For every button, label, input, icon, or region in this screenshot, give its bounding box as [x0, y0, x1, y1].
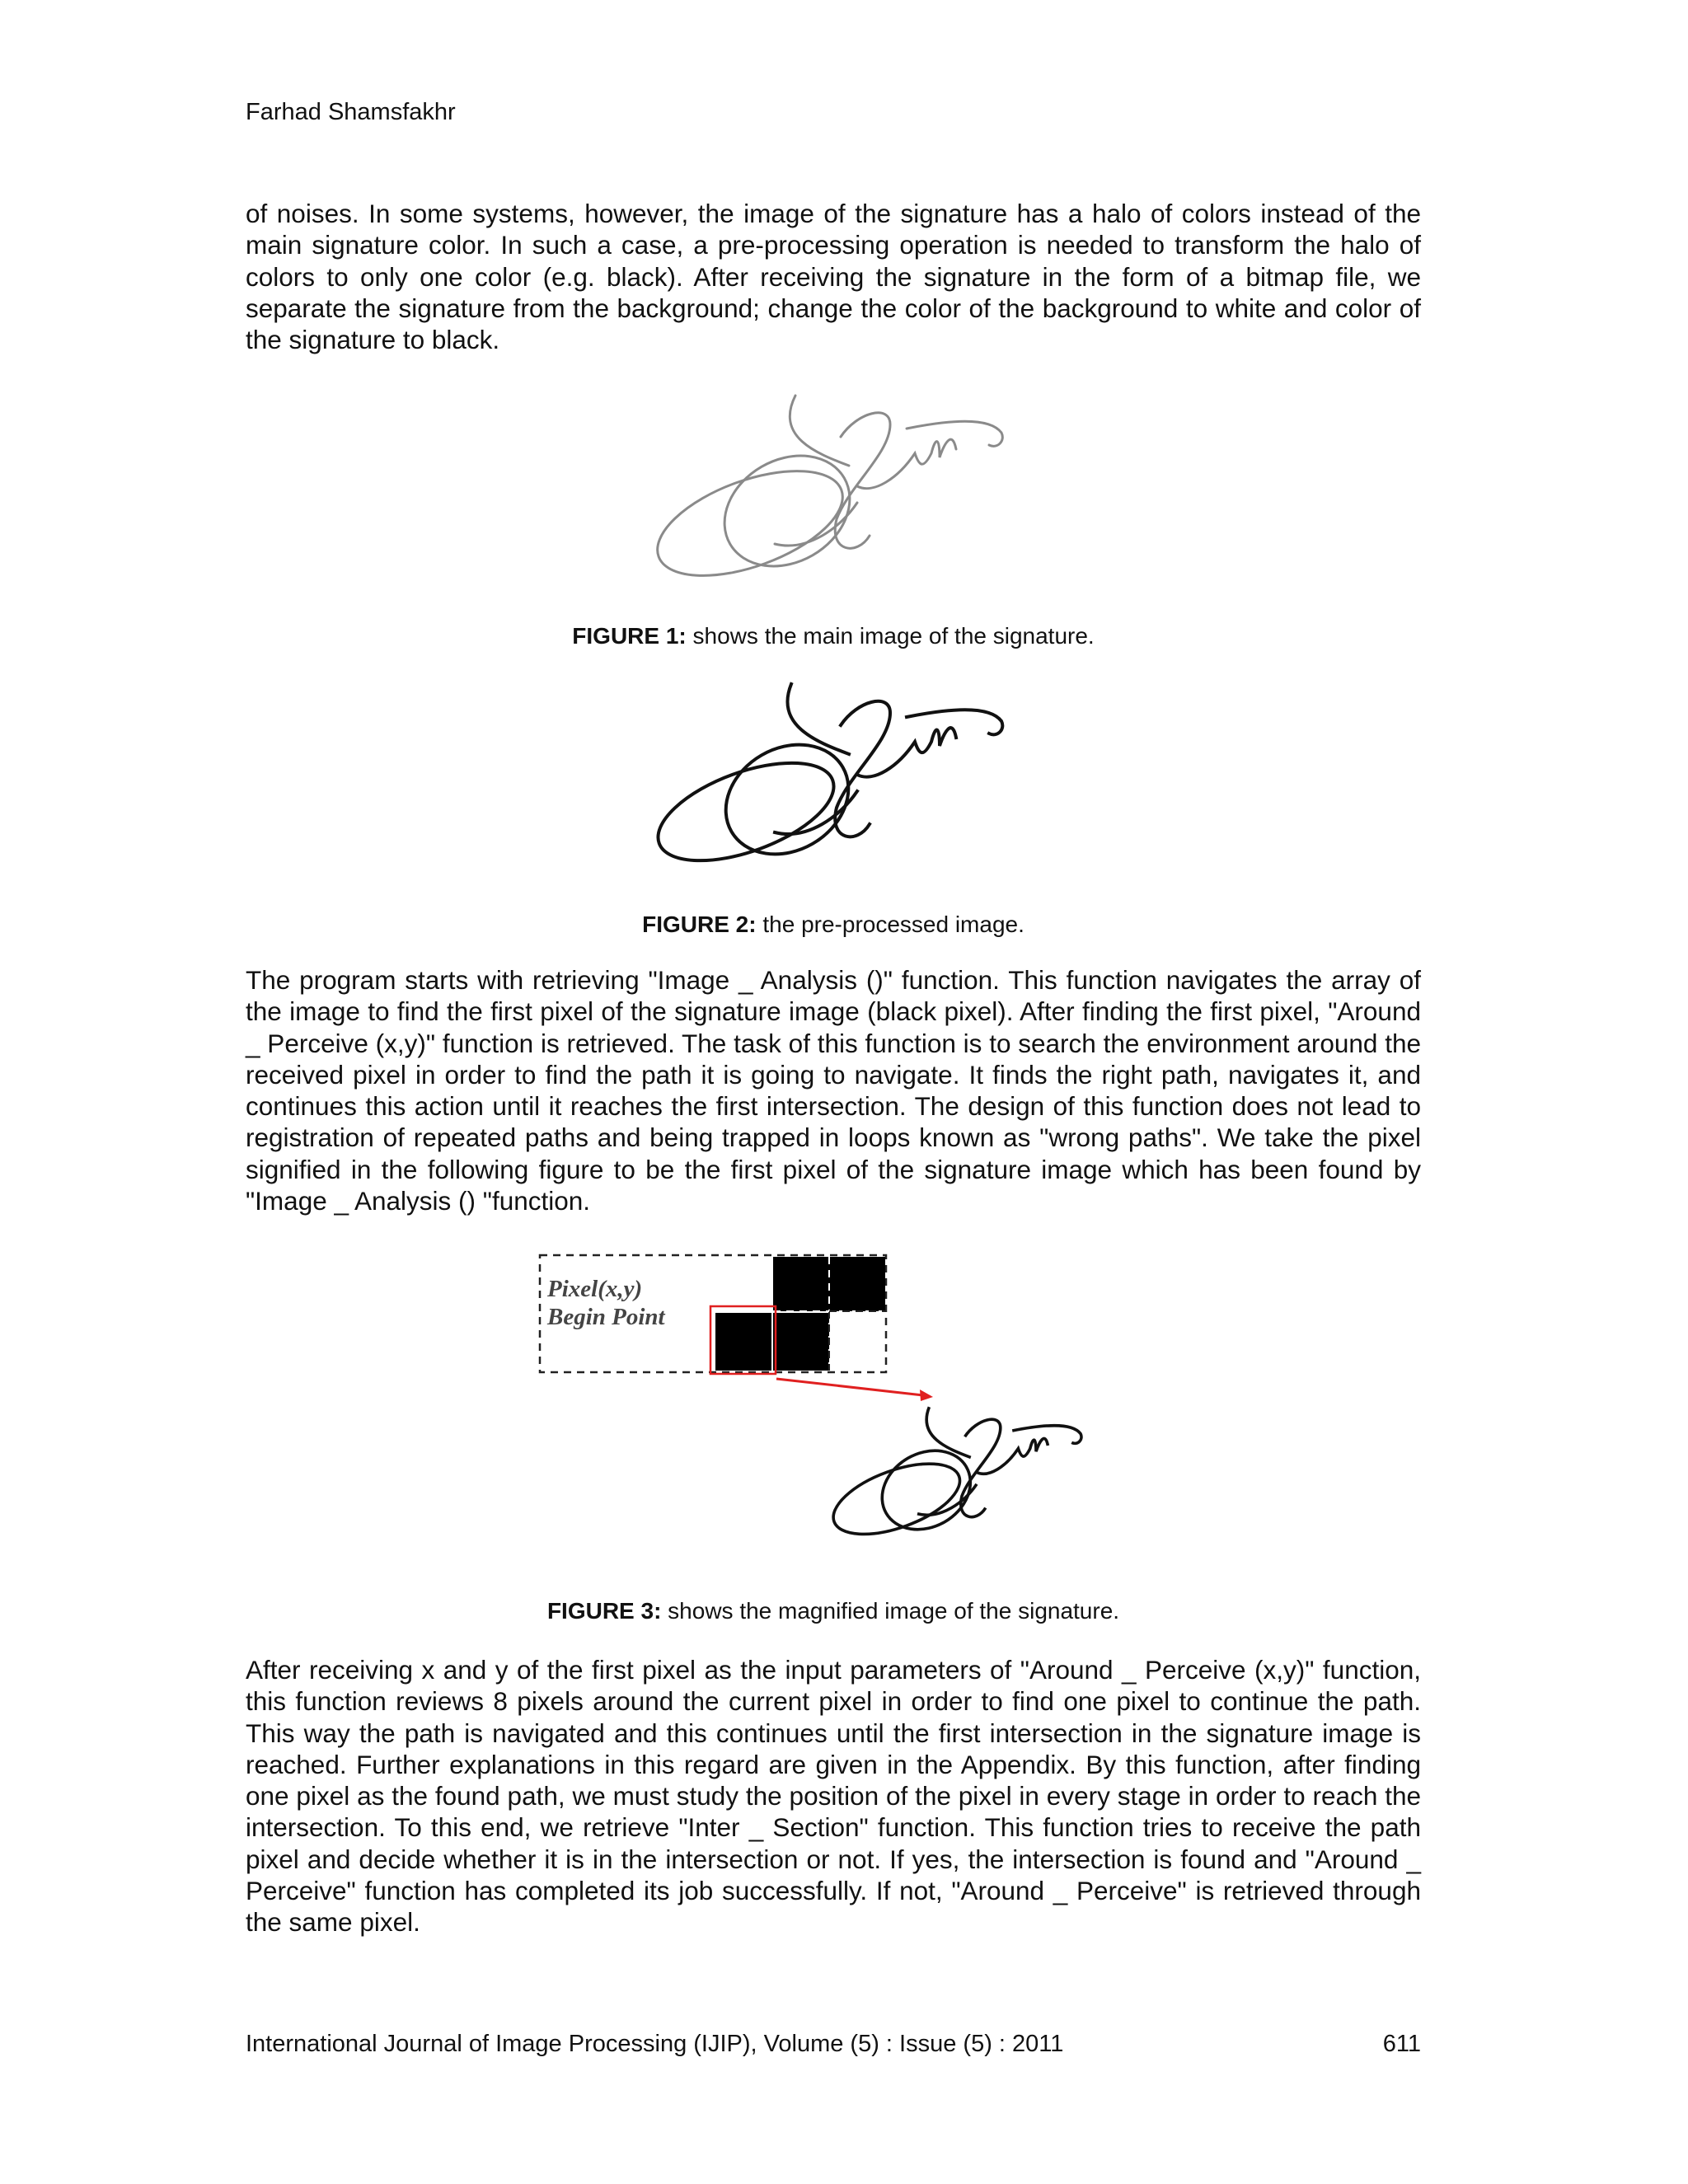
magnified-signature	[824, 1407, 1081, 1549]
pixel-block	[773, 1313, 829, 1371]
begin-point-label: Begin Point	[547, 1304, 665, 1330]
figure-3-caption-text: shows the magnified image of the signature.	[661, 1598, 1120, 1624]
figure-1-signature-image	[651, 387, 1030, 593]
figure-2-caption	[246, 911, 1421, 939]
figure-3-caption	[246, 1597, 1421, 1625]
pixel-label: Pixel(x,y)	[547, 1276, 643, 1302]
page-number: 611	[1382, 2031, 1421, 2057]
figure-1-caption	[246, 622, 1421, 650]
paragraph-around-perceive: After receiving x and y of the first pixel as the input parameters of "Around _ Perceive (x,y)" function, this function reviews 8 pixels around the current pixel in order to find one pixel to continue the path. This way the path is navigated and this continues until the first intersection in the signature image is reached. Further explanations in this regard are given in the Appendix. By this function, after finding one pixel as the found path, we must study the position of the pixel in every stage in order to reach the intersection. To this end, we retrieve "Inter _ Section" function. This function tries to receive the path pixel and decide whether it is in the intersection or not. If yes, the intersection is found and "Around _ Perceive" function has completed its job successfully. If not, "Around _ Perceive" is retrieved through the same pixel.	[246, 1655, 1421, 1938]
figure-1-label: FIGURE 1:	[572, 623, 687, 649]
figure-1-caption-text: shows the main image of the signature.	[686, 623, 1095, 649]
figure-2-preprocessed-image	[651, 676, 1030, 882]
pointer-arrow	[776, 1379, 923, 1395]
pixel-block	[773, 1257, 829, 1311]
paragraph-intro: of noises. In some systems, however, the image of the signature has a halo of colors instead of the main signature color. In such a case, a pre-processing operation is needed to transform the halo of colors to only one color (e.g. black). After receiving the signature in the form of a bitmap file, we separate the signature from the background; change the color of the background to white and color of the signature to black.	[246, 199, 1421, 355]
journal-citation: International Journal of Image Processing (IJIP), Volume (5) : Issue (5) : 2011	[246, 2031, 1064, 2057]
pixel-block-begin	[715, 1313, 771, 1371]
figure-2-caption-text: the pre-processed image.	[756, 912, 1025, 937]
figure-3-magnified-image	[536, 1249, 1129, 1578]
figure-3-label: FIGURE 3:	[546, 1598, 662, 1624]
running-head: Farhad Shamsfakhr	[246, 99, 456, 125]
paragraph-image-analysis: The program starts with retrieving "Image _ Analysis ()" function. This function navigates the array of the image to find the first pixel of the signature image (black pixel). After finding the first pixel, "Around _ Perceive (x,y)" function is retrieved. The task of this function is to search the environment around the received pixel in order to find the path it is going to navigate. It finds the right path, navigates it, and continues this action until it reaches the first intersection. The design of this function does not lead to registration of repeated paths and being trapped in loops known as "wrong paths". We take the pixel signified in the following figure to be the first pixel of the signature image which has been found by "Image _ Analysis () "function.	[246, 965, 1421, 1216]
pixel-block	[829, 1257, 885, 1311]
figure-2-label: FIGURE 2:	[642, 912, 757, 937]
